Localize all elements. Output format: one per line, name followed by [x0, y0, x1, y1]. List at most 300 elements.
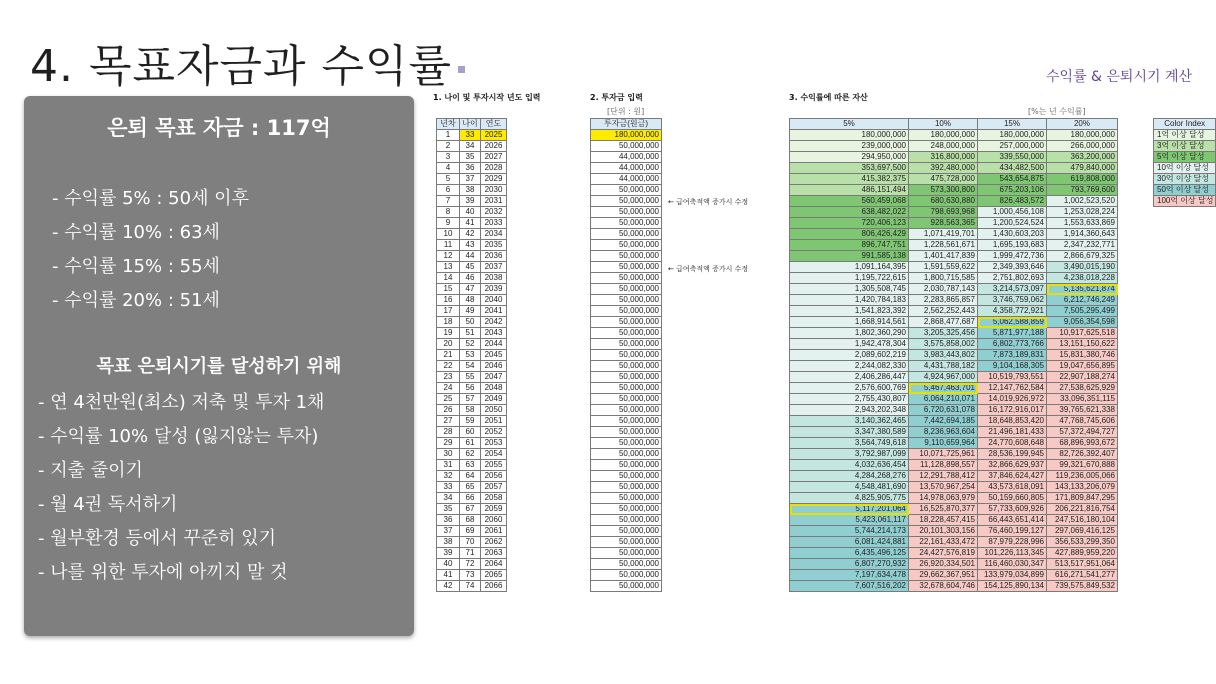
legend-item: 10억 이상 달성 — [1154, 163, 1216, 174]
asset-cell: 16,525,870,377 — [909, 504, 978, 515]
section-2-unit: [단위 : 원] — [607, 107, 645, 116]
age-year-cell: 2025 — [481, 130, 507, 141]
asset-cell: 6,720,631,078 — [909, 405, 978, 416]
asset-cell: 3,205,325,456 — [909, 328, 978, 339]
table-row — [790, 581, 1118, 592]
header-principal: 투자금(원금) — [591, 119, 662, 130]
asset-cell: 39,765,621,338 — [1047, 405, 1118, 416]
asset-cell: 13,151,150,622 — [1047, 339, 1118, 350]
table-row — [437, 383, 507, 394]
table-row — [437, 438, 507, 449]
asset-cell: 415,382,375 — [790, 174, 909, 185]
table-row — [437, 504, 507, 515]
table-row — [790, 383, 1118, 394]
principal-cell: 50,000,000 — [591, 515, 662, 526]
asset-cell: 266,000,000 — [1047, 141, 1118, 152]
asset-cell: 2,347,232,771 — [1047, 240, 1118, 251]
header-rate-10: 10% — [909, 119, 978, 130]
asset-cell: 5,744,214,173 — [790, 526, 909, 537]
asset-cell: 29,662,367,951 — [909, 570, 978, 581]
asset-cell: 16,172,916,017 — [978, 405, 1047, 416]
asset-cell: 3,792,987,099 — [790, 449, 909, 460]
asset-cell: 675,203,106 — [978, 185, 1047, 196]
asset-cell: 248,000,000 — [909, 141, 978, 152]
table-row — [591, 185, 662, 196]
age-year-cell: 44 — [460, 251, 481, 262]
asset-cell: 1,999,472,736 — [978, 251, 1047, 262]
table-row — [591, 449, 662, 460]
age-year-cell: 49 — [460, 306, 481, 317]
age-year-cell: 56 — [460, 383, 481, 394]
asset-cell: 1,420,784,183 — [790, 295, 909, 306]
asset-cell: 10,071,725,961 — [909, 449, 978, 460]
age-year-cell: 2030 — [481, 185, 507, 196]
table-row — [591, 581, 662, 592]
age-year-cell: 45 — [460, 262, 481, 273]
asset-cell: 316,800,000 — [909, 152, 978, 163]
asset-cell: 1,800,715,585 — [909, 273, 978, 284]
asset-cell: 68,896,993,672 — [1047, 438, 1118, 449]
legend-row — [1154, 152, 1216, 163]
asset-cell: 116,460,030,347 — [978, 559, 1047, 570]
table-row — [437, 196, 507, 207]
age-year-cell: 68 — [460, 515, 481, 526]
principal-cell: 50,000,000 — [591, 471, 662, 482]
asset-cell: 6,807,270,932 — [790, 559, 909, 570]
rate-line: - 수익률 5% : 50세 이후 — [52, 188, 249, 209]
age-year-cell: 20 — [437, 339, 460, 350]
table-row — [591, 196, 662, 207]
asset-cell: 2,866,679,325 — [1047, 251, 1118, 262]
age-year-cell: 55 — [460, 372, 481, 383]
asset-cell: 486,151,494 — [790, 185, 909, 196]
principal-cell: 50,000,000 — [591, 295, 662, 306]
asset-cell: 2,943,202,348 — [790, 405, 909, 416]
age-year-cell: 37 — [460, 174, 481, 185]
table-row — [790, 570, 1118, 581]
asset-cell: 119,236,005,066 — [1047, 471, 1118, 482]
asset-cell: 356,533,299,350 — [1047, 537, 1118, 548]
principal-cell: 50,000,000 — [591, 537, 662, 548]
asset-cell: 991,585,138 — [790, 251, 909, 262]
table-row — [790, 141, 1118, 152]
asset-cell: 2,576,600,769 — [790, 383, 909, 394]
asset-cell: 2,349,393,646 — [978, 262, 1047, 273]
age-year-cell: 6 — [437, 185, 460, 196]
table-row — [437, 537, 507, 548]
age-year-cell: 69 — [460, 526, 481, 537]
age-year-cell: 2045 — [481, 350, 507, 361]
age-year-cell: 28 — [437, 427, 460, 438]
asset-cell: 7,873,189,831 — [978, 350, 1047, 361]
asset-cell: 206,221,816,754 — [1047, 504, 1118, 515]
asset-cell: 57,372,494,727 — [1047, 427, 1118, 438]
table-row — [591, 328, 662, 339]
asset-cell: 82,726,392,407 — [1047, 449, 1118, 460]
age-year-cell: 5 — [437, 174, 460, 185]
age-year-cell: 2040 — [481, 295, 507, 306]
asset-cell: 928,563,365 — [909, 218, 978, 229]
asset-cell: 2,089,602,219 — [790, 350, 909, 361]
asset-cell: 32,678,604,746 — [909, 581, 978, 592]
table-row — [591, 273, 662, 284]
age-year-cell: 36 — [437, 515, 460, 526]
asset-cell: 1,553,633,869 — [1047, 218, 1118, 229]
table-row — [437, 427, 507, 438]
age-year-cell: 2047 — [481, 372, 507, 383]
age-year-cell: 2058 — [481, 493, 507, 504]
asset-cell: 4,825,905,775 — [790, 493, 909, 504]
table-row — [591, 460, 662, 471]
section-1-title: 1. 나이 및 투자시작 년도 입력 — [433, 93, 541, 102]
age-year-cell: 33 — [460, 130, 481, 141]
table-row — [437, 251, 507, 262]
principal-cell: 50,000,000 — [591, 284, 662, 295]
table-row — [437, 471, 507, 482]
age-year-cell: 71 — [460, 548, 481, 559]
age-year-cell: 53 — [460, 350, 481, 361]
table-row — [591, 493, 662, 504]
asset-cell: 353,697,500 — [790, 163, 909, 174]
age-year-cell: 2038 — [481, 273, 507, 284]
asset-cell: 2,244,082,330 — [790, 361, 909, 372]
table-row — [437, 185, 507, 196]
age-year-cell: 2055 — [481, 460, 507, 471]
asset-cell: 1,228,561,671 — [909, 240, 978, 251]
asset-growth-table — [789, 118, 1118, 592]
legend-row — [1154, 130, 1216, 141]
table-row — [591, 130, 662, 141]
age-year-cell: 17 — [437, 306, 460, 317]
table-row — [591, 350, 662, 361]
table-row — [437, 361, 507, 372]
principal-cell: 50,000,000 — [591, 306, 662, 317]
principal-cell: 50,000,000 — [591, 218, 662, 229]
annotation-note: ← 급여축적액 증가시 수정 — [668, 265, 749, 273]
asset-cell: 3,140,362,465 — [790, 416, 909, 427]
age-year-cell: 22 — [437, 361, 460, 372]
table-row — [790, 251, 1118, 262]
table-row — [591, 394, 662, 405]
principal-cell: 50,000,000 — [591, 350, 662, 361]
asset-cell: 22,907,188,274 — [1047, 372, 1118, 383]
table-row — [790, 218, 1118, 229]
asset-cell: 5,135,621,874 — [1047, 284, 1118, 295]
asset-cell: 6,802,773,766 — [978, 339, 1047, 350]
asset-cell: 5,467,463,701 — [909, 383, 978, 394]
asset-cell: 28,536,199,945 — [978, 449, 1047, 460]
age-year-cell: 50 — [460, 317, 481, 328]
age-year-cell: 2048 — [481, 383, 507, 394]
principal-cell: 50,000,000 — [591, 328, 662, 339]
table-row — [790, 207, 1118, 218]
asset-cell: 3,575,858,002 — [909, 339, 978, 350]
age-year-cell: 2042 — [481, 317, 507, 328]
asset-cell: 6,081,424,881 — [790, 537, 909, 548]
asset-cell: 826,483,572 — [978, 196, 1047, 207]
achieve-heading: 목표 은퇴시기를 달성하기 위해 — [96, 356, 342, 377]
asset-cell: 247,516,180,104 — [1047, 515, 1118, 526]
table-row — [790, 405, 1118, 416]
principal-cell: 50,000,000 — [591, 141, 662, 152]
asset-cell: 619,808,000 — [1047, 174, 1118, 185]
age-year-cell: 57 — [460, 394, 481, 405]
age-year-cell: 2057 — [481, 482, 507, 493]
age-year-cell: 64 — [460, 471, 481, 482]
asset-cell: 9,110,659,964 — [909, 438, 978, 449]
asset-cell: 1,002,523,520 — [1047, 196, 1118, 207]
table-row — [591, 405, 662, 416]
age-year-cell: 1 — [437, 130, 460, 141]
asset-cell: 434,482,500 — [978, 163, 1047, 174]
table-row — [591, 295, 662, 306]
asset-cell: 2,751,802,693 — [978, 273, 1047, 284]
age-year-cell: 2059 — [481, 504, 507, 515]
principal-cell: 50,000,000 — [591, 262, 662, 273]
table-row — [437, 460, 507, 471]
asset-cell: 806,426,429 — [790, 229, 909, 240]
principal-cell: 50,000,000 — [591, 559, 662, 570]
asset-cell: 1,401,417,839 — [909, 251, 978, 262]
age-year-cell: 70 — [460, 537, 481, 548]
table-row — [591, 141, 662, 152]
table-row — [790, 537, 1118, 548]
table-row — [591, 152, 662, 163]
legend-row — [1154, 163, 1216, 174]
asset-cell: 5,423,061,117 — [790, 515, 909, 526]
age-year-cell: 25 — [437, 394, 460, 405]
asset-cell: 2,406,286,447 — [790, 372, 909, 383]
asset-cell: 294,950,000 — [790, 152, 909, 163]
table-row — [437, 559, 507, 570]
age-year-cell: 2039 — [481, 284, 507, 295]
age-year-cell: 24 — [437, 383, 460, 394]
asset-cell: 5,871,977,188 — [978, 328, 1047, 339]
age-year-cell: 35 — [437, 504, 460, 515]
section-2-title: 2. 투자금 입력 — [590, 93, 643, 102]
table-row — [437, 526, 507, 537]
principal-cell: 180,000,000 — [591, 130, 662, 141]
table-row — [790, 350, 1118, 361]
section-3-title: 3. 수익률에 따른 자산 — [789, 93, 868, 102]
age-year-cell: 2064 — [481, 559, 507, 570]
table-row — [591, 163, 662, 174]
table-row — [437, 350, 507, 361]
age-year-cell: 11 — [437, 240, 460, 251]
asset-cell: 18,228,457,415 — [909, 515, 978, 526]
age-year-cell: 2046 — [481, 361, 507, 372]
table-row — [437, 218, 507, 229]
principal-cell: 50,000,000 — [591, 482, 662, 493]
age-year-cell: 2061 — [481, 526, 507, 537]
table-row — [437, 548, 507, 559]
asset-cell: 101,226,113,345 — [978, 548, 1047, 559]
asset-cell: 339,550,000 — [978, 152, 1047, 163]
table-row — [437, 328, 507, 339]
asset-cell: 720,406,123 — [790, 218, 909, 229]
age-year-cell: 39 — [437, 548, 460, 559]
table-row — [790, 515, 1118, 526]
table-row — [591, 372, 662, 383]
asset-cell: 32,866,629,937 — [978, 460, 1047, 471]
asset-cell: 1,668,914,561 — [790, 317, 909, 328]
age-year-cell: 39 — [460, 196, 481, 207]
age-year-cell: 34 — [460, 141, 481, 152]
table-row — [437, 405, 507, 416]
table-row — [437, 163, 507, 174]
table-row — [437, 416, 507, 427]
asset-cell: 15,831,380,746 — [1047, 350, 1118, 361]
table-row — [790, 449, 1118, 460]
asset-cell: 133,979,034,899 — [978, 570, 1047, 581]
table-row — [790, 229, 1118, 240]
asset-cell: 1,000,456,108 — [978, 207, 1047, 218]
asset-cell: 19,047,656,895 — [1047, 361, 1118, 372]
asset-cell: 180,000,000 — [909, 130, 978, 141]
asset-cell: 47,768,745,606 — [1047, 416, 1118, 427]
age-year-cell: 18 — [437, 317, 460, 328]
age-year-cell: 41 — [437, 570, 460, 581]
table-row — [437, 515, 507, 526]
asset-cell: 475,728,000 — [909, 174, 978, 185]
age-year-cell: 35 — [460, 152, 481, 163]
principal-cell: 50,000,000 — [591, 372, 662, 383]
asset-cell: 2,562,252,443 — [909, 306, 978, 317]
asset-cell: 24,770,608,648 — [978, 438, 1047, 449]
page-title-text: 4. 목표자금과 수익률 — [30, 41, 452, 92]
table-row — [591, 207, 662, 218]
age-year-cell: 43 — [460, 240, 481, 251]
age-year-cell: 12 — [437, 251, 460, 262]
table-row — [591, 218, 662, 229]
asset-cell: 363,200,000 — [1047, 152, 1118, 163]
legend-item: 50억 이상 달성 — [1154, 185, 1216, 196]
age-year-cell: 2043 — [481, 328, 507, 339]
asset-cell: 1,591,559,622 — [909, 262, 978, 273]
asset-cell: 4,358,772,921 — [978, 306, 1047, 317]
asset-cell: 9,104,168,305 — [978, 361, 1047, 372]
rate-line: - 수익률 10% : 63세 — [52, 222, 220, 243]
asset-cell: 1,541,823,392 — [790, 306, 909, 317]
table-row — [591, 471, 662, 482]
asset-cell: 543,654,875 — [978, 174, 1047, 185]
table-row — [437, 570, 507, 581]
legend-row — [1154, 141, 1216, 152]
asset-cell: 12,291,788,412 — [909, 471, 978, 482]
asset-cell: 239,000,000 — [790, 141, 909, 152]
table-row — [591, 284, 662, 295]
title-dot-icon — [458, 66, 465, 73]
age-year-cell: 48 — [460, 295, 481, 306]
asset-cell: 7,442,694,185 — [909, 416, 978, 427]
page-subtitle: 수익률 & 은퇴시기 계산 — [1046, 69, 1192, 85]
table-row — [437, 152, 507, 163]
asset-cell: 33,096,351,115 — [1047, 394, 1118, 405]
table-row — [790, 493, 1118, 504]
age-year-cell: 47 — [460, 284, 481, 295]
age-year-cell: 9 — [437, 218, 460, 229]
age-year-cell: 62 — [460, 449, 481, 460]
age-year-cell: 60 — [460, 427, 481, 438]
table-row — [591, 438, 662, 449]
age-year-cell: 42 — [460, 229, 481, 240]
asset-cell: 1,200,524,524 — [978, 218, 1047, 229]
asset-cell: 793,769,600 — [1047, 185, 1118, 196]
age-year-cell: 32 — [437, 471, 460, 482]
table-row — [790, 482, 1118, 493]
principal-cell: 50,000,000 — [591, 405, 662, 416]
table-row — [437, 207, 507, 218]
age-year-cell: 2049 — [481, 394, 507, 405]
table-row — [437, 449, 507, 460]
asset-cell: 180,000,000 — [1047, 130, 1118, 141]
legend-item: 3억 이상 달성 — [1154, 141, 1216, 152]
asset-cell: 7,505,295,499 — [1047, 306, 1118, 317]
table-row — [437, 229, 507, 240]
asset-cell: 87,979,228,996 — [978, 537, 1047, 548]
asset-cell: 3,214,573,097 — [978, 284, 1047, 295]
asset-cell: 3,347,380,589 — [790, 427, 909, 438]
principal-cell: 50,000,000 — [591, 581, 662, 592]
asset-cell: 143,133,206,079 — [1047, 482, 1118, 493]
age-year-cell: 67 — [460, 504, 481, 515]
table-row — [591, 570, 662, 581]
asset-cell: 3,490,015,190 — [1047, 262, 1118, 273]
age-year-cell: 2053 — [481, 438, 507, 449]
legend-row — [1154, 196, 1216, 207]
age-year-cell: 2034 — [481, 229, 507, 240]
age-year-cell: 2050 — [481, 405, 507, 416]
principal-cell: 50,000,000 — [591, 207, 662, 218]
table-row — [790, 262, 1118, 273]
asset-cell: 43,573,618,091 — [978, 482, 1047, 493]
principal-cell: 50,000,000 — [591, 185, 662, 196]
asset-cell: 76,460,199,127 — [978, 526, 1047, 537]
principal-cell: 50,000,000 — [591, 504, 662, 515]
age-year-cell: 2032 — [481, 207, 507, 218]
asset-cell: 1,071,419,701 — [909, 229, 978, 240]
table-row — [437, 141, 507, 152]
section-3-note: [%는 년 수익률] — [1028, 107, 1086, 116]
header-year-number: 년차 — [437, 119, 460, 130]
age-year-cell: 30 — [437, 449, 460, 460]
asset-cell: 171,809,847,295 — [1047, 493, 1118, 504]
age-year-cell: 66 — [460, 493, 481, 504]
asset-cell: 3,746,759,062 — [978, 295, 1047, 306]
age-year-cell: 2036 — [481, 251, 507, 262]
principal-cell: 50,000,000 — [591, 570, 662, 581]
asset-cell: 12,147,762,584 — [978, 383, 1047, 394]
table-row — [591, 339, 662, 350]
table-row — [790, 361, 1118, 372]
table-row — [790, 240, 1118, 251]
age-year-cell: 2063 — [481, 548, 507, 559]
age-year-cell: 13 — [437, 262, 460, 273]
principal-cell: 44,000,000 — [591, 152, 662, 163]
header-rate-5: 5% — [790, 119, 909, 130]
table-row — [790, 526, 1118, 537]
age-year-cell: 21 — [437, 350, 460, 361]
age-year-cell: 2033 — [481, 218, 507, 229]
asset-cell: 5,117,201,064 — [790, 504, 909, 515]
table-row — [790, 130, 1118, 141]
principal-cell: 50,000,000 — [591, 383, 662, 394]
age-year-cell: 2028 — [481, 163, 507, 174]
principal-cell: 50,000,000 — [591, 427, 662, 438]
table-row — [790, 416, 1118, 427]
age-year-cell: 72 — [460, 559, 481, 570]
age-year-cell: 19 — [437, 328, 460, 339]
